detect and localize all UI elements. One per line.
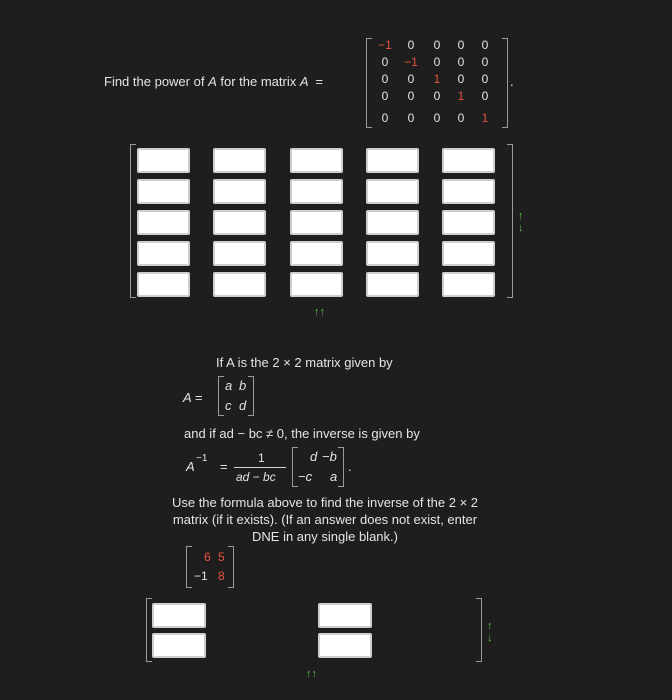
matrix-a-cell: 0 — [381, 55, 389, 69]
equals-a: A = — [299, 74, 323, 89]
matrix-a-cell: 0 — [481, 72, 489, 86]
matrix-a-cell: 0 — [457, 72, 465, 86]
given-left-bracket — [186, 546, 192, 588]
answer-2x2-right-bracket — [476, 598, 482, 662]
matrix-a-cell: 1 — [457, 89, 465, 103]
power-input-2-1[interactable] — [137, 179, 190, 204]
power-input-4-5[interactable] — [442, 241, 495, 266]
power-input-1-5[interactable] — [442, 148, 495, 173]
matrix-a — [366, 38, 508, 128]
instructions — [140, 494, 510, 545]
matrix-a-cell: 0 — [457, 38, 465, 52]
prompt-text: Find the power of — [104, 74, 205, 89]
power-input-1-3[interactable] — [290, 148, 343, 173]
given-22: 8 — [218, 569, 225, 583]
matrix-a-cell: 0 — [433, 111, 441, 125]
power-input-4-2[interactable] — [213, 241, 266, 266]
inverse-input-12[interactable] — [318, 603, 372, 628]
given-matrix — [186, 546, 234, 588]
power-input-2-3[interactable] — [290, 179, 343, 204]
inv-11: d — [310, 449, 318, 464]
matrix-a-cell: 0 — [433, 89, 441, 103]
question-2-intro: If A is the 2 × 2 matrix given by — [216, 355, 393, 370]
frac-bar — [234, 467, 286, 468]
m-c: c — [225, 398, 232, 413]
inv-22: a — [330, 469, 338, 484]
instr-line-3: DNE in any single blank.) — [252, 529, 398, 544]
abcd-right-bracket — [248, 376, 254, 416]
prompt-mid: for the matrix — [220, 74, 297, 89]
matrix-a-cell: 0 — [481, 89, 489, 103]
up-arrows-2: ↑↑ — [306, 668, 317, 680]
frac-den: ad − bc — [236, 470, 276, 484]
var-a: A — [208, 74, 217, 89]
matrix-a-cell: 0 — [407, 111, 415, 125]
matrix-a-cell: 0 — [481, 55, 489, 69]
matrix-a-period: . — [510, 74, 514, 89]
matrix-a-cell: 0 — [381, 111, 389, 125]
power-input-4-4[interactable] — [366, 241, 419, 266]
matrix-a-cell: 0 — [407, 89, 415, 103]
side-arrows-1 — [518, 212, 524, 232]
power-input-5-2[interactable] — [213, 272, 266, 297]
matrix-a-cell: 0 — [381, 72, 389, 86]
inverse-input-11[interactable] — [152, 603, 206, 628]
power-input-4-1[interactable] — [137, 241, 190, 266]
frac-num: 1 — [258, 451, 265, 465]
given-12: 5 — [218, 550, 225, 564]
given-right-bracket — [228, 546, 234, 588]
instr-line-1: Use the formula above to find the inverse of the 2 × 2 — [171, 495, 479, 510]
inv-12: −b — [322, 449, 337, 464]
matrix-a-cell: 0 — [457, 111, 465, 125]
power-input-1-2[interactable] — [213, 148, 266, 173]
inverse-formula — [186, 447, 366, 487]
power-input-3-2[interactable] — [213, 210, 266, 235]
matrix-a-right-bracket — [502, 38, 508, 128]
a-equals: A = — [183, 390, 203, 405]
power-input-1-4[interactable] — [366, 148, 419, 173]
matrix-abcd — [218, 376, 254, 416]
power-input-4-3[interactable] — [290, 241, 343, 266]
arrow-right-icon: ↑ — [518, 210, 524, 222]
inverse-input-22[interactable] — [318, 633, 372, 658]
up-arrows-1: ↑↑ — [314, 306, 325, 318]
abcd-left-bracket — [218, 376, 224, 416]
inv-eq: = — [220, 459, 228, 474]
matrix-a-cell: 1 — [481, 111, 489, 125]
power-input-5-4[interactable] — [366, 272, 419, 297]
power-input-3-4[interactable] — [366, 210, 419, 235]
instr-line-2: matrix (if it exists). (If an answer does not exist, enter — [172, 512, 478, 527]
matrix-a-cell: −1 — [404, 55, 418, 69]
power-input-3-5[interactable] — [442, 210, 495, 235]
power-input-3-1[interactable] — [137, 210, 190, 235]
m-b: b — [239, 378, 247, 393]
arrow-left-icon: ↓ — [487, 632, 493, 644]
power-input-2-5[interactable] — [442, 179, 495, 204]
matrix-a-cell: 0 — [407, 38, 415, 52]
inv-lhs: A — [186, 459, 195, 474]
inverse-condition: and if ad − bc ≠ 0, the inverse is given by — [184, 426, 420, 441]
inv-period: . — [348, 459, 352, 474]
inv-21: −c — [298, 469, 313, 484]
question-1-prompt — [104, 74, 323, 89]
m-a: a — [225, 378, 233, 393]
power-input-5-5[interactable] — [442, 272, 495, 297]
arrow-left-icon: ↓ — [518, 222, 524, 234]
power-input-2-2[interactable] — [213, 179, 266, 204]
matrix-a-cell: 0 — [381, 89, 389, 103]
given-11: 6 — [204, 550, 211, 564]
power-input-1-1[interactable] — [137, 148, 190, 173]
matrix-a-cell: 0 — [457, 55, 465, 69]
given-21: −1 — [194, 569, 208, 583]
matrix-a-cell: 0 — [433, 38, 441, 52]
answer-grid-right-bracket — [507, 144, 513, 298]
matrix-a-cell: 0 — [433, 55, 441, 69]
matrix-a-cell: 0 — [407, 72, 415, 86]
matrix-a-left-bracket — [366, 38, 372, 128]
answer-grid-left-bracket — [130, 144, 136, 298]
power-input-5-1[interactable] — [137, 272, 190, 297]
inv-sup: −1 — [196, 453, 208, 464]
power-input-5-3[interactable] — [290, 272, 343, 297]
matrix-a-cell: −1 — [378, 38, 392, 52]
side-arrows-2 — [487, 622, 493, 642]
matrix-a-cell: 0 — [481, 38, 489, 52]
arrow-right-icon: ↑ — [487, 620, 493, 632]
power-input-2-4[interactable] — [366, 179, 419, 204]
m-d: d — [239, 398, 247, 413]
matrix-a-cell: 1 — [433, 72, 441, 86]
inverse-input-21[interactable] — [152, 633, 206, 658]
power-input-3-3[interactable] — [290, 210, 343, 235]
inv-right-bracket — [338, 447, 344, 487]
